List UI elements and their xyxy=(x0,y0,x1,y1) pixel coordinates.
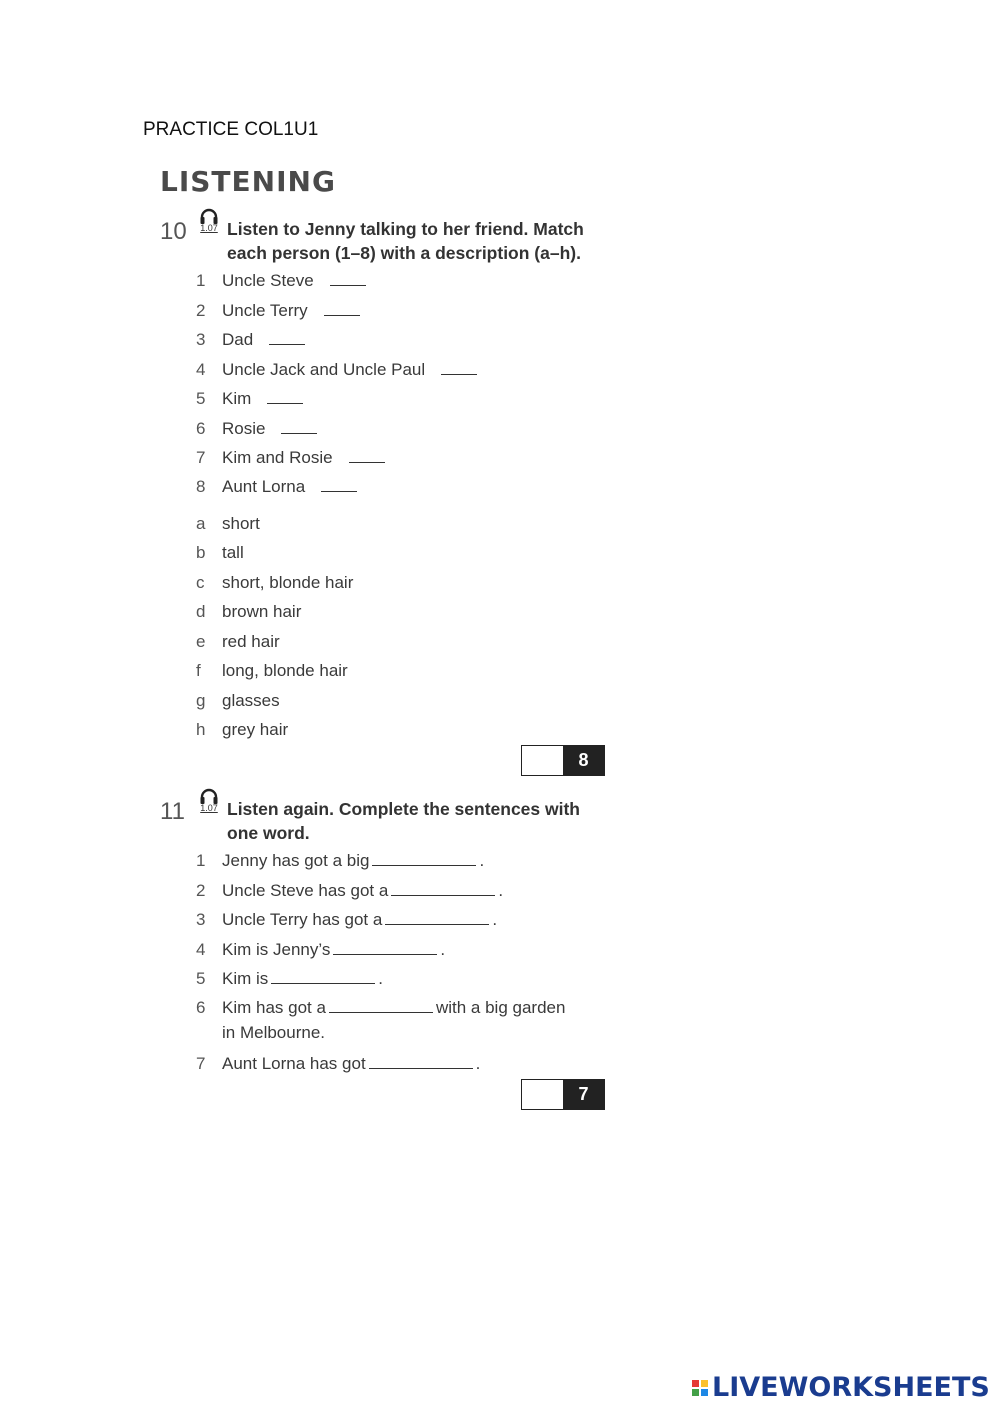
logo-text: LIVEWORKSHEETS xyxy=(712,1372,990,1403)
answer-blank[interactable] xyxy=(372,864,476,866)
instruction-line: one word. xyxy=(227,823,310,843)
logo-squares-icon xyxy=(692,1380,708,1396)
audio-track-code: 1.07 xyxy=(200,223,218,233)
sentence-text: Kim is xyxy=(222,969,269,988)
answer-blank[interactable] xyxy=(271,982,375,984)
person-name: Aunt Lorna xyxy=(222,477,306,496)
person-item xyxy=(196,330,305,350)
logo-square xyxy=(701,1380,708,1387)
item-number: 7 xyxy=(196,448,206,467)
sentence-item xyxy=(196,881,503,901)
sentence-item xyxy=(196,998,565,1018)
answer-blank[interactable] xyxy=(349,461,385,463)
score-box-exercise-10 xyxy=(521,745,605,776)
person-name: Rosie xyxy=(222,419,266,438)
person-item xyxy=(196,477,357,497)
person-name: Kim and Rosie xyxy=(222,448,333,467)
answer-blank[interactable] xyxy=(281,432,317,434)
description-text: long, blonde hair xyxy=(222,661,348,680)
description-item xyxy=(196,573,353,593)
answer-blank[interactable] xyxy=(369,1067,473,1069)
description-item xyxy=(196,661,348,681)
description-item xyxy=(196,514,260,534)
sentence-text: Jenny has got a big xyxy=(222,851,370,870)
answer-blank[interactable] xyxy=(329,1011,433,1013)
answer-blank[interactable] xyxy=(267,402,303,404)
logo-square xyxy=(701,1389,708,1396)
sentence-item xyxy=(196,910,497,930)
item-number: 2 xyxy=(196,881,206,900)
person-item xyxy=(196,360,477,380)
description-text: short, blonde hair xyxy=(222,573,354,592)
answer-blank[interactable] xyxy=(333,953,437,955)
item-number: 1 xyxy=(196,271,206,290)
answer-blank[interactable] xyxy=(391,894,495,896)
item-number: 4 xyxy=(196,940,206,959)
logo-square xyxy=(692,1389,699,1396)
person-item xyxy=(196,448,385,468)
person-name: Uncle Jack and Uncle Paul xyxy=(222,360,426,379)
person-item xyxy=(196,389,303,409)
sentence-text: . xyxy=(492,910,498,929)
sentence-item xyxy=(196,969,383,989)
description-item xyxy=(196,632,280,652)
sentence-text: with a big garden xyxy=(435,998,566,1017)
item-number: 3 xyxy=(196,910,206,929)
answer-blank[interactable] xyxy=(269,343,305,345)
sentence-text: Uncle Steve has got a xyxy=(222,881,389,900)
sentence-item xyxy=(196,940,445,960)
score-total: 7 xyxy=(563,1080,604,1109)
description-item xyxy=(196,543,244,563)
sentence-text: Kim has got a xyxy=(222,998,326,1017)
item-letter: h xyxy=(196,720,206,739)
item-number: 4 xyxy=(196,360,206,379)
item-letter: f xyxy=(196,661,201,680)
sentence-text: Uncle Terry has got a xyxy=(222,910,383,929)
answer-blank[interactable] xyxy=(385,923,489,925)
audio-track-code: 1.07 xyxy=(200,803,218,813)
headphones-icon xyxy=(199,788,219,804)
description-text: grey hair xyxy=(222,720,289,739)
exercise-11-audio[interactable] xyxy=(196,788,222,813)
person-item xyxy=(196,271,366,291)
instruction-line: Listen to Jenny talking to her friend. Match xyxy=(227,219,584,239)
sentence-text: . xyxy=(479,851,485,870)
sentence-text: . xyxy=(475,1054,481,1073)
logo-square xyxy=(692,1380,699,1387)
answer-blank[interactable] xyxy=(441,373,477,375)
item-number: 5 xyxy=(196,969,206,988)
score-input[interactable] xyxy=(522,746,563,775)
answer-blank[interactable] xyxy=(321,490,357,492)
sentence-text: . xyxy=(498,881,504,900)
item-number: 6 xyxy=(196,998,206,1017)
liveworksheets-logo[interactable] xyxy=(692,1372,990,1403)
instruction-line: Listen again. Complete the sentences with xyxy=(227,799,580,819)
description-text: brown hair xyxy=(222,602,302,621)
exercise-10-audio[interactable] xyxy=(196,208,222,233)
headphones-icon xyxy=(199,208,219,224)
score-input[interactable] xyxy=(522,1080,563,1109)
item-number: 7 xyxy=(196,1054,206,1073)
score-box-exercise-11 xyxy=(521,1079,605,1110)
sentence-text: Aunt Lorna has got xyxy=(222,1054,366,1073)
exercise-11-instruction xyxy=(227,797,580,845)
item-number: 3 xyxy=(196,330,206,349)
description-text: red hair xyxy=(222,632,280,651)
person-name: Uncle Steve xyxy=(222,271,314,290)
instruction-line: each person (1–8) with a description (a–h). xyxy=(227,243,581,263)
person-name: Uncle Terry xyxy=(222,301,308,320)
item-letter: b xyxy=(196,543,206,562)
sentence-text: . xyxy=(440,940,446,959)
item-number: 6 xyxy=(196,419,206,438)
exercise-10-instruction xyxy=(227,217,584,265)
sentence-item xyxy=(196,851,484,871)
page-title: PRACTICE COL1U1 xyxy=(143,119,319,140)
score-total: 8 xyxy=(563,746,604,775)
exercise-10-number: 10 xyxy=(160,218,187,245)
item-number: 1 xyxy=(196,851,206,870)
answer-blank[interactable] xyxy=(324,314,360,316)
description-text: short xyxy=(222,514,260,533)
section-heading: LISTENING xyxy=(160,165,336,198)
person-item xyxy=(196,419,317,439)
description-item xyxy=(196,720,288,740)
item-letter: a xyxy=(196,514,206,533)
exercise-11-number: 11 xyxy=(160,798,185,825)
description-text: tall xyxy=(222,543,244,562)
item-letter: g xyxy=(196,691,206,710)
item-number: 2 xyxy=(196,301,206,320)
person-item xyxy=(196,301,360,321)
sentence-text: . xyxy=(378,969,384,988)
item-number: 8 xyxy=(196,477,206,496)
answer-blank[interactable] xyxy=(330,284,366,286)
person-name: Kim xyxy=(222,389,252,408)
description-item xyxy=(196,691,280,711)
item-letter: d xyxy=(196,602,206,621)
sentence-text: Kim is Jenny’s xyxy=(222,940,331,959)
person-name: Dad xyxy=(222,330,254,349)
description-text: glasses xyxy=(222,691,280,710)
item-letter: e xyxy=(196,632,206,651)
sentence-item xyxy=(196,1054,480,1074)
item-number: 5 xyxy=(196,389,206,408)
sentence-continuation: in Melbourne. xyxy=(222,1023,326,1042)
description-item xyxy=(196,602,301,622)
item-letter: c xyxy=(196,573,205,592)
